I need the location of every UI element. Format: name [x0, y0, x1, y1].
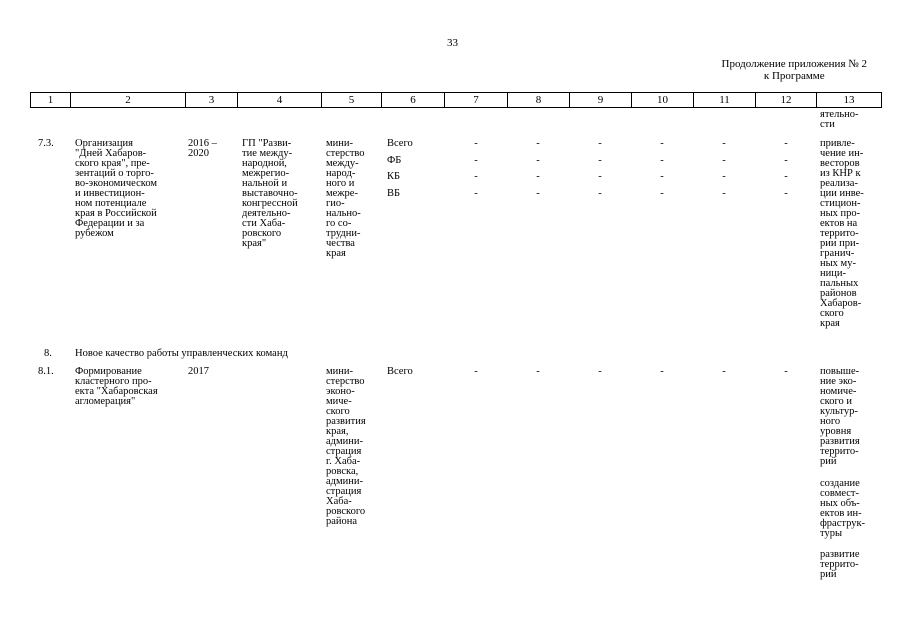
continuation-note	[722, 58, 867, 82]
event-name: Формирование кластерного про- екта "Хабаровская агломерация"	[75, 366, 158, 407]
header-col-13: 13	[816, 93, 882, 107]
value-cell: -	[598, 188, 602, 199]
value-cell: -	[474, 188, 478, 199]
value-cell: -	[536, 171, 540, 182]
value-cell: -	[784, 188, 788, 199]
header-col-3: 3	[185, 93, 237, 107]
executor: мини- стерство эконо- миче- ского развития края, админи- страция г. Хаба- ровска, админи- страция Хаба- ровского района	[326, 366, 366, 527]
value-cell: -	[660, 138, 664, 149]
header-col-7: 7	[444, 93, 507, 107]
executor: мини- стерство между- народ- ного и межре- гио- нально- го со- трудни- чества края	[326, 138, 365, 259]
value-cell: -	[474, 366, 478, 377]
value-cell: -	[784, 171, 788, 182]
row-number: 7.3.	[38, 138, 54, 149]
value-cell: -	[598, 155, 602, 166]
expected-result-2: создание совмест- ных объ- ектов ин- фраструк- туры	[820, 478, 866, 539]
value-cell: -	[784, 366, 788, 377]
expected-result: привле- чение ин- весторов из КНР к реализа- ции инве- стицион- ных про- ектов на террито- рии при- гранич- ных му- ници- пальных районов Хабаров- ского края	[820, 138, 864, 329]
row-number: 8.1.	[38, 366, 54, 377]
header-col-6: 6	[381, 93, 444, 107]
header-col-10: 10	[631, 93, 693, 107]
header-col-9: 9	[569, 93, 631, 107]
value-cell: -	[722, 188, 726, 199]
table-header	[30, 92, 882, 108]
source-fb: ФБ	[387, 155, 402, 166]
value-cell: -	[784, 155, 788, 166]
value-cell: -	[722, 155, 726, 166]
value-cell: -	[660, 171, 664, 182]
value-cell: -	[722, 366, 726, 377]
section-title: Новое качество работы управленческих команд	[75, 348, 288, 359]
row-7-3-result-continued: ятельно- сти	[820, 109, 859, 130]
value-cell: -	[784, 138, 788, 149]
section-number: 8.	[44, 348, 52, 359]
header-col-1: 1	[30, 93, 70, 107]
expected-result-1: повыше- ние эко- номиче- ского и культур- ного уровня развития террито- рий	[820, 366, 860, 467]
header-col-4: 4	[237, 93, 321, 107]
header-col-2: 2	[70, 93, 185, 107]
header-col-12: 12	[755, 93, 816, 107]
source-kb: КБ	[387, 171, 401, 182]
value-cell: -	[474, 138, 478, 149]
value-cell: -	[660, 366, 664, 377]
source-vb: ВБ	[387, 188, 401, 199]
event-name: Организация "Дней Хабаров- ского края", пре- зентаций о торго- во-экономическом и инвестицион- ном потенциале края в Российской Федерации и за рубежом	[75, 138, 158, 239]
value-cell: -	[598, 366, 602, 377]
value-cell: -	[722, 171, 726, 182]
value-cell: -	[536, 138, 540, 149]
value-cell: -	[598, 171, 602, 182]
source-total: Всего	[387, 366, 413, 377]
value-cell: -	[722, 138, 726, 149]
value-cell: -	[536, 366, 540, 377]
page-number: 33	[447, 37, 458, 49]
header-col-11: 11	[693, 93, 755, 107]
continuation-line-2: к Программе	[763, 70, 825, 82]
event-years: 2017	[188, 366, 209, 377]
source-total: Всего	[387, 138, 413, 149]
expected-result-3: развитие террито- рий	[820, 549, 860, 580]
continuation-line-1: Продолжение приложения № 2	[721, 58, 867, 70]
value-cell: -	[660, 155, 664, 166]
value-cell: -	[474, 171, 478, 182]
state-program: ГП "Разви- тие между- народной, межрегио- нальной и выставочно- конгрессной деятельно- сти Хаба- ровского края"	[242, 138, 298, 249]
value-cell: -	[536, 155, 540, 166]
value-cell: -	[598, 138, 602, 149]
value-cell: -	[536, 188, 540, 199]
header-col-5: 5	[321, 93, 381, 107]
value-cell: -	[660, 188, 664, 199]
event-years: 2016 – 2020	[188, 138, 217, 159]
value-cell: -	[474, 155, 478, 166]
header-col-8: 8	[507, 93, 569, 107]
